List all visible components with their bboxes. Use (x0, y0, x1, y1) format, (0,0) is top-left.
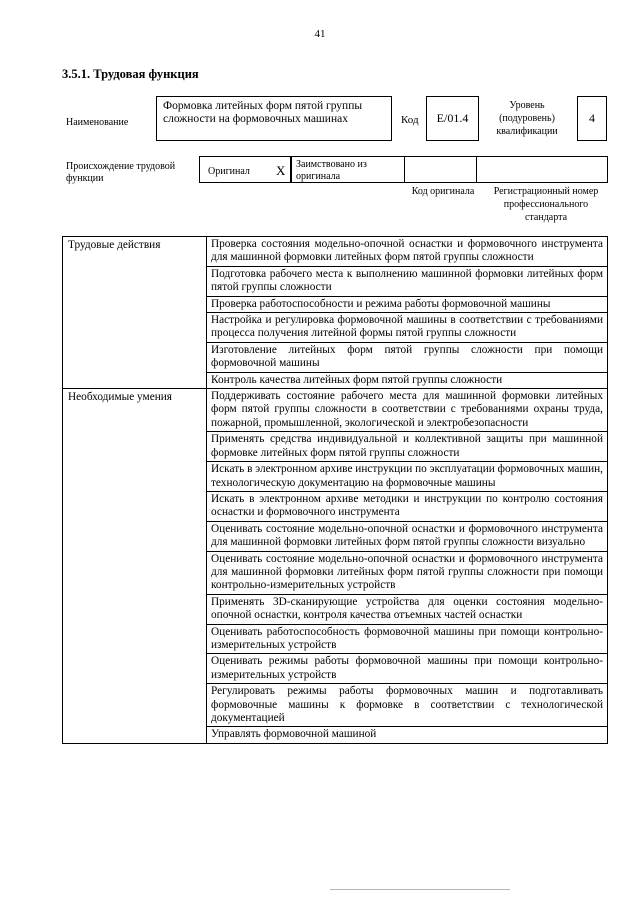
registration-number-cell (477, 157, 608, 182)
function-table (62, 236, 608, 744)
labor-actions-label: Трудовые действия (63, 237, 207, 389)
table-cell: Оценивать состояние модельно-опочной оснастки и формовочного инструмента для машинной формовки литейных форм пятой группы сложности визуально (207, 521, 608, 551)
table-cell: Оценивать работоспособность формовочной машины при помощи контрольно-измерительных устройств (207, 624, 608, 654)
borrowed-cell: Заимствовано из оригинала (291, 157, 405, 182)
code-label: Код (401, 114, 419, 126)
original-cell (200, 157, 291, 182)
original-code-cell (405, 157, 477, 182)
table-row (63, 237, 608, 267)
required-skills-label: Необходимые умения (63, 389, 207, 744)
table-cell: Регулировать режимы работы формовочных машин и подготавливать формовочные машины к формовке в соответствии с технологической документацией (207, 684, 608, 727)
code-value: E/01.4 (426, 96, 479, 141)
table-cell: Искать в электронном архиве инструкции по эксплуатации формовочных машин, технологическую документацию на формовочные машины (207, 462, 608, 492)
original-mark: X (276, 163, 286, 178)
table-row (63, 389, 608, 432)
section-title: 3.5.1. Трудовая функция (62, 67, 199, 81)
table-cell: Изготовление литейных форм пятой группы сложности при помощи формовочной машины (207, 342, 608, 372)
name-label: Наименование (66, 117, 129, 128)
table-cell: Управлять формовочной машиной (207, 727, 608, 743)
table-cell: Проверка состояния модельно-опочной оснастки и формовочного инструмента для машинной формовки литейных форм пятой группы сложности (207, 237, 608, 267)
original-label: Оригинал (208, 166, 250, 177)
table-cell: Применять средства индивидуальной и коллективной защиты при машинной формовке литейных форм пятой группы сложности (207, 432, 608, 462)
scan-edge-line (330, 889, 510, 890)
table-cell: Оценивать режимы работы формовочной машины при помощи контрольно-измерительных устройств (207, 654, 608, 684)
table-cell: Искать в электронном архиве методики и инструкции по контролю состояния оснастки и формовочного инструмента (207, 491, 608, 521)
table-cell: Применять 3D-сканирующие устройства для оценки состояния модельно-опочной оснастки, контроля качества отъемных частей оснастки (207, 594, 608, 624)
table-cell: Оценивать состояние модельно-опочной оснастки и формовочного инструмента для машинной формовки литейных форм пятой группы сложности при помощи контрольно-измерительных устройств (207, 551, 608, 594)
origin-row (199, 156, 608, 183)
table-cell: Контроль качества литейных форм пятой группы сложности (207, 372, 608, 388)
level-label: Уровень (подуровень) квалификации (496, 100, 558, 137)
original-code-caption: Код оригинала (411, 186, 475, 197)
function-name-value: Формовка литейных форм пятой группы сложности на формовочных машинах (156, 96, 392, 141)
registration-number-caption: Регистрационный номер профессионального стандарта (493, 186, 599, 223)
table-cell: Подготовка рабочего места к выполнению машинной формовки литейных форм пятой группы сложности (207, 266, 608, 296)
table-cell: Проверка работоспособности и режима работы формовочной машины (207, 296, 608, 312)
table-cell: Поддерживать состояние рабочего места для машинной формовки литейных форм пятой группы сложности в соответствии с требованиями охраны труда, пожарной, промышленной, экологической и электробезопасности (207, 389, 608, 432)
table-cell: Настройка и регулировка формовочной машины в соответствии с требованиями процесса получения литейной формы пятой группы сложности (207, 313, 608, 343)
origin-label: Происхождение трудовой функции (66, 161, 176, 184)
page-number: 41 (314, 28, 326, 40)
level-value: 4 (577, 96, 607, 141)
